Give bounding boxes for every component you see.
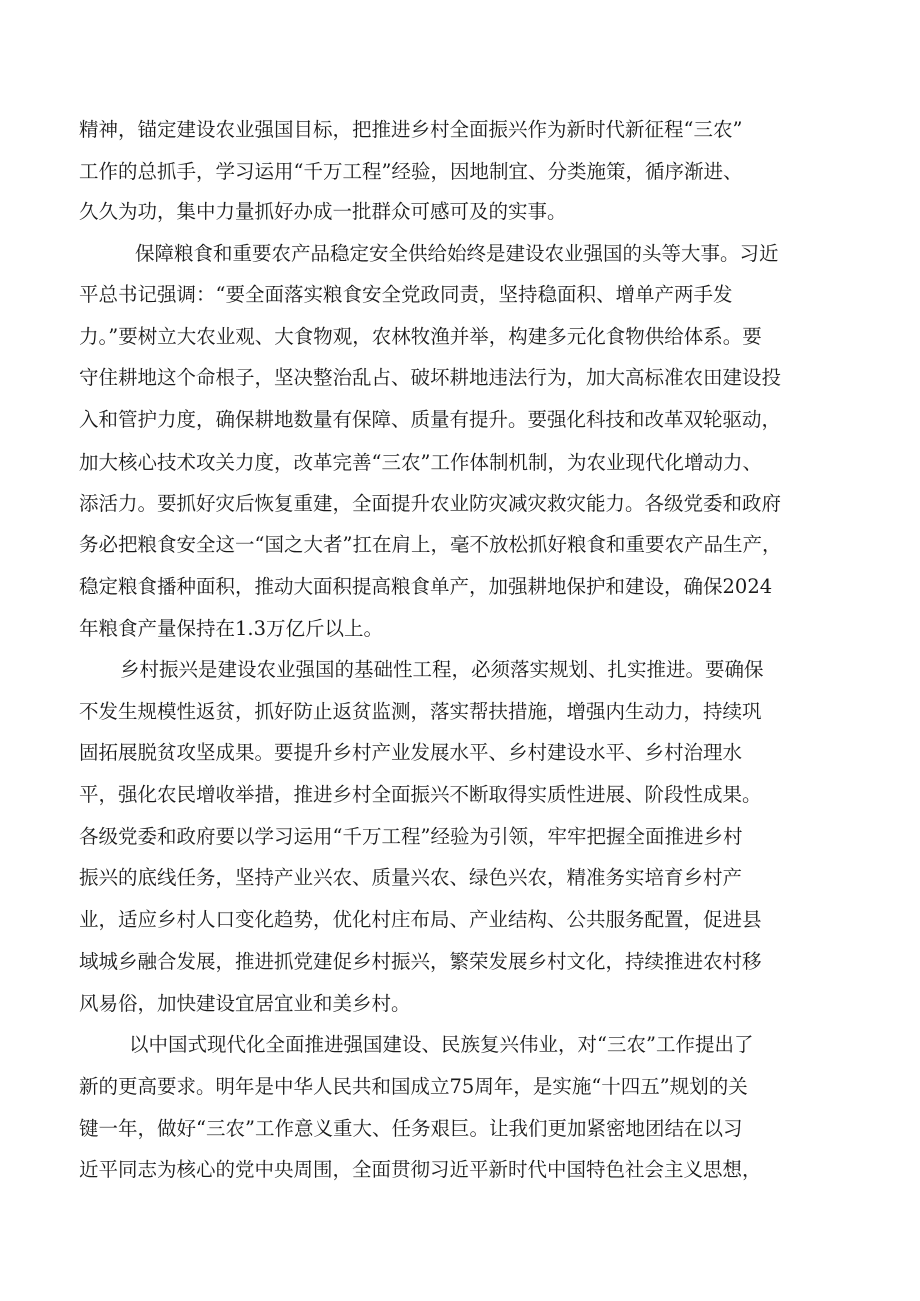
text-line: 入和管护力度，确保耕地数量有保障、质量有提升。要强化科技和改革双轮驱动， (79, 408, 782, 431)
text-line: 年粮食产量保持在1.3万亿斤以上。 (79, 617, 384, 640)
text-line: 添活力。要抓好灾后恢复重建，全面提升农业防灾减灾救灾能力。各级党委和政府 (79, 492, 782, 515)
text-line: 域城乡融合发展，推进抓党建促乡村振兴，繁荣发展乡村文化，持续推进农村移 (79, 950, 762, 973)
text-line: 平总书记强调：“要全面落实粮食安全党政同责，坚持稳面积、增单产两手发 (79, 283, 733, 306)
text-line: 务必把粮食安全这一“国之大者”扛在肩上，毫不放松抓好粮食和重要农产品生产， (79, 533, 782, 556)
text-line: 工作的总抓手，学习运用“千万工程”经验，因地制宜、分类施策，循序渐进、 (79, 160, 743, 183)
text-line: 新的更高要求。明年是中华人民共和国成立75周年，是实施“十四五”规划的关 (79, 1075, 748, 1098)
text-line: 平，强化农民增收举措，推进乡村全面振兴不断取得实质性进展、阶段性成果。 (79, 783, 762, 806)
text-line: 键一年，做好“三农”工作意义重大、任务艰巨。让我们更加紧密地团结在以习 (79, 1117, 743, 1140)
text-line: 固拓展脱贫攻坚成果。要提升乡村产业发展水平、乡村建设水平、乡村治理水 (79, 741, 743, 764)
text-line: 稳定粮食播种面积，推动大面积提高粮食单产，加强耕地保护和建设，确保2024 (79, 575, 773, 598)
text-line: 以中国式现代化全面推进强国建设、民族复兴伟业，对“三农”工作提出了 (129, 1033, 754, 1056)
text-line: 保障粮食和重要农产品稳定安全供给始终是建设农业强国的头等大事。习近 (135, 242, 779, 265)
text-line: 风易俗，加快建设宜居宜业和美乡村。 (79, 992, 411, 1015)
text-line: 加大核心技术攻关力度，改革完善“三农”工作体制机制，为农业现代化增动力、 (79, 451, 762, 474)
text-line: 力。”要树立大农业观、大食物观，农林牧渔并举，构建多元化食物供给体系。要 (79, 325, 762, 348)
text-line: 守住耕地这个命根子，坚决整治乱占、破坏耕地违法行为，加大高标准农田建设投 (79, 366, 782, 389)
text-line: 振兴的底线任务，坚持产业兴农、质量兴农、绿色兴农，精准务实培育乡村产 (79, 866, 743, 889)
text-line: 业，适应乡村人口变化趋势，优化村庄布局、产业结构、公共服务配置，促进县 (79, 908, 762, 931)
text-line: 近平同志为核心的党中央周围，全面贯彻习近平新时代中国特色社会主义思想， (79, 1158, 762, 1181)
text-line: 精神，锚定建设农业强国目标，把推进乡村全面振兴作为新时代新征程“三农” (79, 118, 743, 141)
text-line: 久久为功，集中力量抓好办成一批群众可感可及的实事。 (79, 200, 567, 223)
text-line: 不发生规模性返贫，抓好防止返贫监测，落实帮扶措施，增强内生动力，持续巩 (79, 700, 762, 723)
text-line: 乡村振兴是建设农业强国的基础性工程，必须落实规划、扎实推进。要确保 (120, 658, 764, 681)
text-line: 各级党委和政府要以学习运用“千万工程”经验为引领，牢牢把握全面推进乡村 (79, 825, 743, 848)
